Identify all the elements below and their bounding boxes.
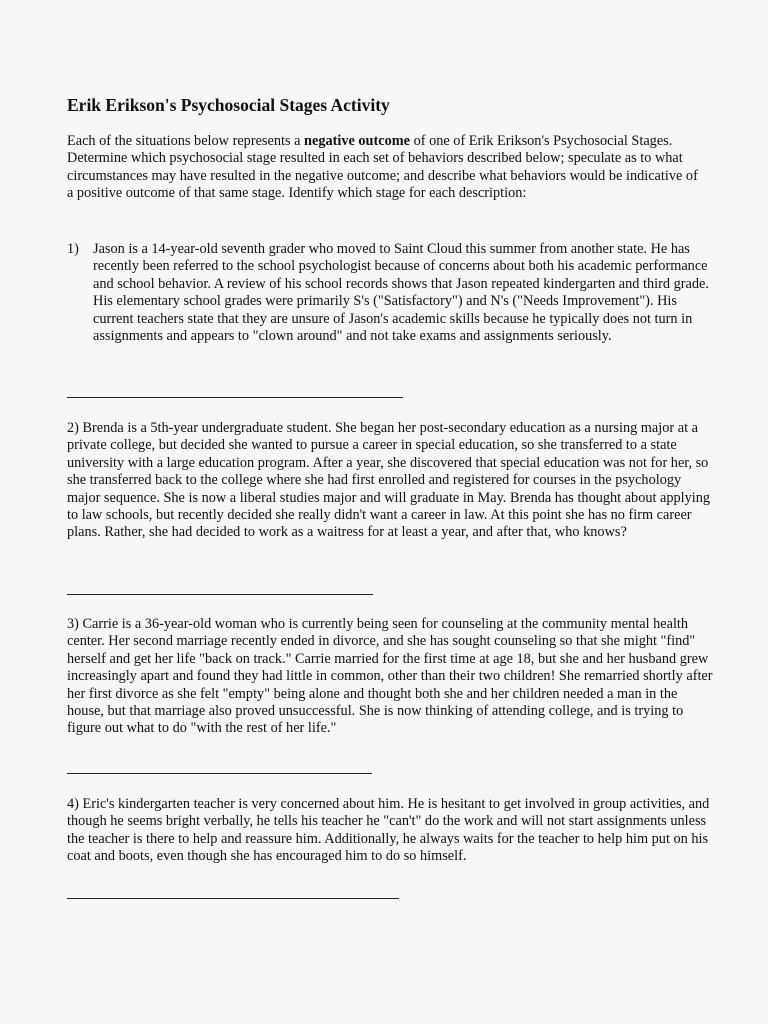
instructions-paragraph — [67, 133, 707, 203]
situation-1-number: 1) — [67, 241, 79, 257]
situation-1 — [67, 241, 711, 345]
situation-1-text: Jason is a 14-year-old seventh grader who moved to Saint Cloud this summer from another state. He has recently been referred to the school psychologist because of concerns about both his academic performance and school behavior. A review of his school records shows that Jason repeated kindergarten and third grade. His elementary school grades were primarily S's ("Satisfactory") and N's ("Needs Improvement"). His current teachers state that they are unsure of Jason's academic skills because he typically does not turn in assignments and appears to "clown around" and not take exams and assignments seriously. — [93, 241, 709, 345]
answer-line-3 — [67, 773, 372, 774]
answer-line-2 — [67, 594, 373, 595]
document-title: Erik Erikson's Psychosocial Stages Activity — [67, 95, 390, 115]
answer-line-4 — [67, 898, 399, 899]
negative-outcome-emphasis: negative outcome — [304, 133, 411, 149]
answer-line-1 — [67, 397, 403, 398]
instructions-text-end: of one of Erik Erikson's Psychosocial Stages. Determine which psychosocial stage resulted in each set of behaviors described below; speculate as to what circumstances may have resulted in the negative outcome; and describe what behaviors would be indicative of a positive outcome of that same stage. Identify which stage for each description: — [67, 133, 698, 202]
instructions-text-start: Each of the situations below represents a — [67, 133, 305, 149]
situation-2-text: 2) Brenda is a 5th-year undergraduate student. She began her post-secondary education as a nursing major at a private college, but decided she wanted to pursue a career in special education, so she transferred to a state university with a large education program. After a year, she discovered that special education was not for her, so she transferred back to the college where she had first enrolled and registered for courses in the psychology major sequence. She is now a liberal studies major and will graduate in May. Brenda has thought about applying to law schools, but recently decided she really didn't want a career in law. At this point she has no firm career plans. Rather, she had decided to work as a waitress for at least a year, and after that, who knows? — [67, 420, 711, 541]
situation-4-text: 4) Eric's kindergarten teacher is very concerned about him. He is hesitant to get involved in group activities, and though he seems bright verbally, he tells his teacher he "can't" do the work and will not start assignments unless the teacher is there to help and reassure him. Additionally, he always waits for the teacher to help him put on his coat and boots, even though she has encouraged him to do so himself. — [67, 796, 710, 865]
situation-3-text: 3) Carrie is a 36-year-old woman who is currently being seen for counseling at the community mental health center. Her second marriage recently ended in divorce, and she has sought counseling so that she might "find" herself and get her life "back on track." Carrie married for the first time at age 18, but she and her husband grew increasingly apart and found they had little in common, other than their two children! She remarried shortly after her first divorce as she felt "empty" being alone and thought both she and her children needed a man in the house, but that marriage also proved unsuccessful. She is now thinking of attending college, and is trying to figure out what to do "with the rest of her life." — [67, 616, 713, 737]
